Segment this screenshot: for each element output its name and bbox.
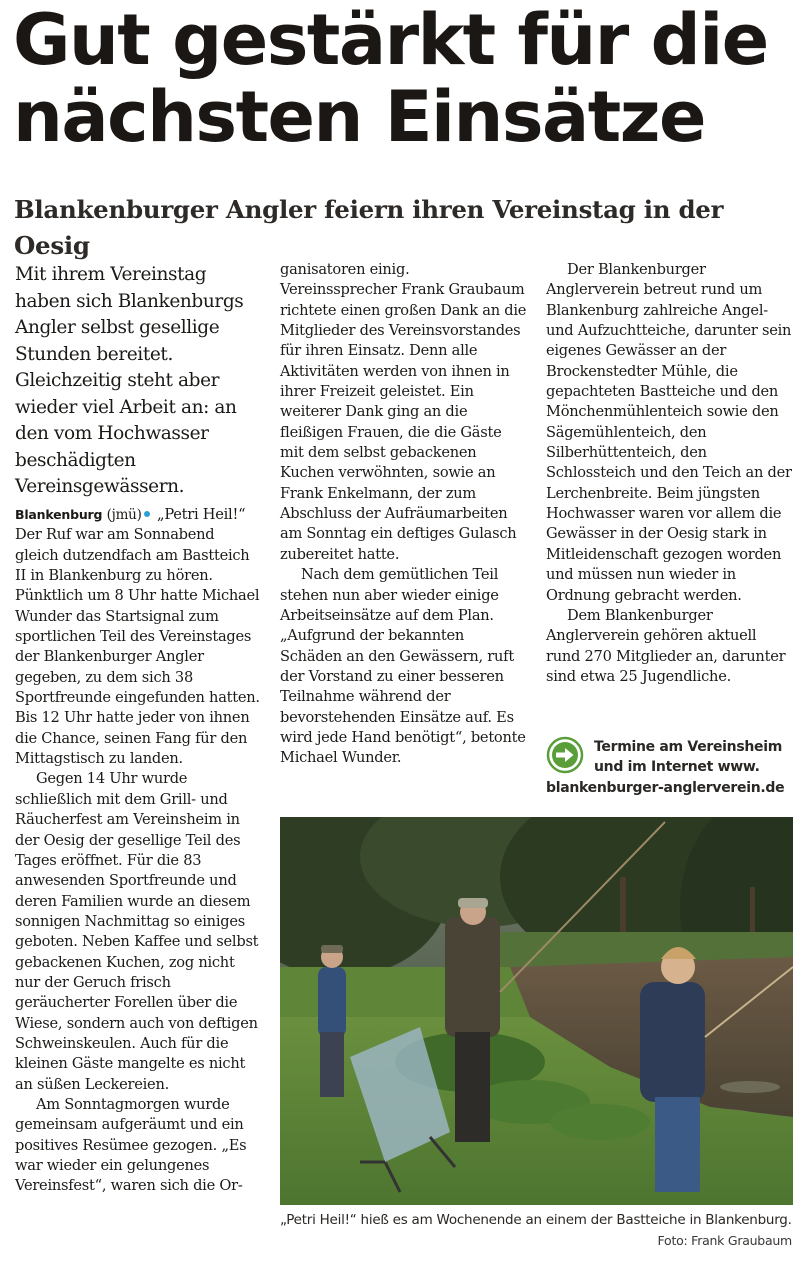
column-2-paragraph-2: Nach dem gemütlichen Teil stehen nun aber wieder einige Arbeitseinsätze auf dem Plan. „Aufgrund der bekannten Schäden an den Gewässern, ruft der Vorstand zu einer besseren Teilnahme während der bevorstehenden Einsätze auf. Es wird jede Hand benötigt“, betonte Michael Wunder. [280,566,526,767]
column-1-paragraph-1 [15,505,262,769]
column-3-paragraph-1: Der Blankenburger Anglerverein betreut rund um Blankenburg zahlreiche Angel- und Aufzuchtteiche, darunter sein eigenes Gewässer an der Brockenstedter Mühle, die gepachteten Bastteiche und den Mönchenmühlenteich sowie den Sägemühlenteich, den Silberhüttenteich, den Schlossteich und den Teich an der Lerchenbreite. Beim jüngsten Hochwasser waren vor allem die Gewässer in der Oesig stark in Mitleidenschaft gezogen worden und müssen nun wieder in Ordnung gebracht werden. [546,261,792,604]
photo-caption [280,1211,794,1248]
article-column-2 [280,260,527,769]
info-line-2: und im Internet www. [594,759,760,775]
info-website-link[interactable]: blankenburger-anglerverein.de [546,780,785,796]
headline-line-2: nächsten Einsätze [13,76,705,158]
article-column-1 [15,505,262,1197]
photo-anglers-at-pond [280,817,793,1205]
dateline-author: (jmü) [106,507,142,523]
caption-text: „Petri Heil!“ hieß es am Wochenende an einem der Bastteiche in Blankenburg. [280,1212,792,1228]
arrow-right-circle-icon [546,736,584,774]
subheadline: Blankenburger Angler feiern ihren Vereinstag in der Oesig [14,195,724,260]
column-1-paragraph-2: Gegen 14 Uhr wurde schließlich mit dem Grill- und Räucherfest am Vereinsheim in der Oesig der gesellige Teil des Tages eröffnet. Für die 83 anwesenden Sportfreunde und deren Familien wurde an diesem sonnigen Nachmittag so einiges geboten. Neben Kaffee und selbst gebackenen Kuchen, zog nicht nur der Geruch frisch geräucherter Forellen über die Wiese, sondern auch von deftigen Schweinskeulen. Auch für die kleinen Gäste mangelte es nicht an süßen Leckereien. [15,770,259,1093]
photo-credit: Foto: Frank Graubaum [657,1233,792,1248]
column-1-text-1: „Petri Heil!“ Der Ruf war am Sonnabend gleich dutzendfach am Bastteich II in Blankenburg zu hören. Pünktlich um 8 Uhr hatte Michael Wunder das Startsignal zum sportlichen Teil des Vereinstages der Blankenburger Angler gegeben, zu dem sich 38 Sportfreunde eingefunden hatten. Bis 12 Uhr hatte jeder von ihnen die Chance, seinen Fang für den Mittagstisch zu landen. [15,506,260,768]
headline [13,2,802,156]
column-1-paragraph-3: Am Sonntagmorgen wurde gemeinsam aufgeräumt und ein positives Resümee gezogen. „Es war wieder ein gelungenes Vereinsfest“, waren sich die Or- [15,1095,247,1195]
info-line-1: Termine am Vereinsheim [594,739,783,755]
bullet-dot-icon [144,511,150,517]
column-2-paragraph-1: ganisatoren einig. Vereinssprecher Frank Graubaum richtete einen großen Dank an die Mitglieder des Vereinsvorstandes für ihren Einsatz. Denn alle Aktivitäten werden von ihnen in ihrer Freizeit geleistet. Ein weiterer Dank ging an die fleißigen Frauen, die die Gäste mit dem selbst gebackenen Kuchen verwöhnten, sowie an Frank Enkelmann, der zum Abschluss der Aufräumarbeiten am Sonntag ein deftiges Gulasch zubereitet hatte. [280,261,527,563]
dateline-place: Blankenburg [15,507,103,522]
headline-line-1: Gut gestärkt für die [13,0,768,81]
column-3-paragraph-2: Dem Blankenburger Anglerverein gehören aktuell rund 270 Mitglieder an, darunter sind etwa 25 Jugendliche. [546,606,786,685]
lead-paragraph: Mit ihrem Vereinstag haben sich Blankenburgs Angler selbst gesellige Stunden bereitet. Gleichzeitig steht aber wieder viel Arbeit an: an den vom Hochwasser beschädigten Vereinsgewässern. [15,264,244,497]
article-column-3 [546,260,793,687]
